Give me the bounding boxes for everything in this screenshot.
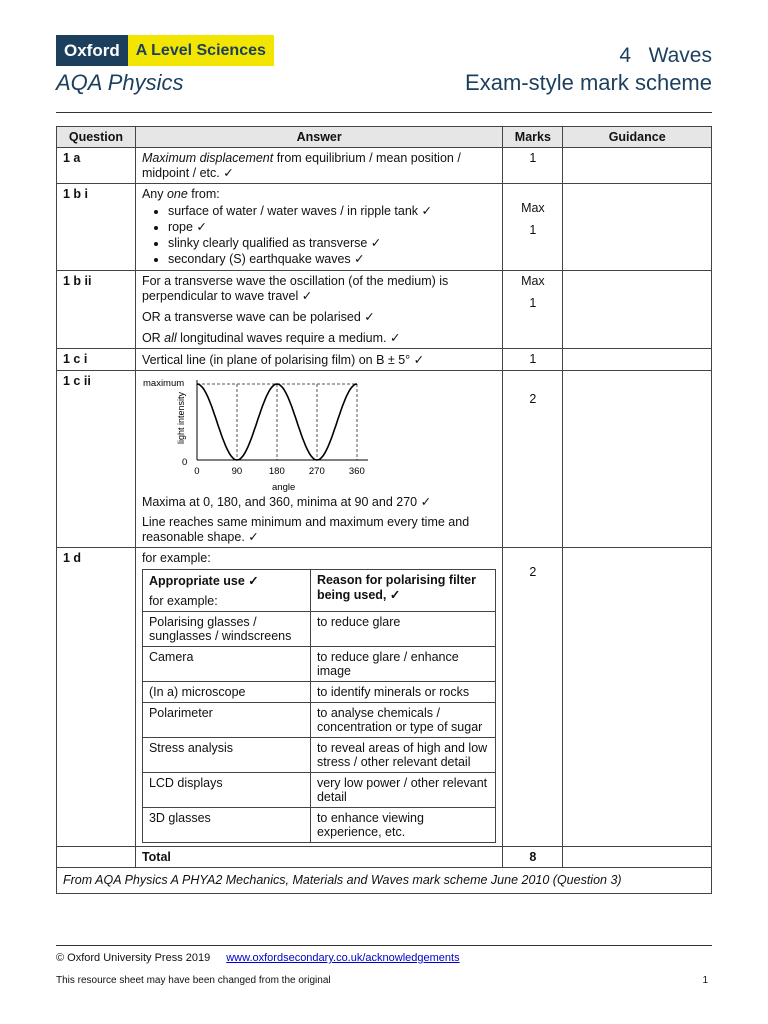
answer-line: Line reaches same minimum and maximum every time and reasonable shape. ✓ bbox=[141, 515, 470, 544]
list-item: • slinky clearly qualified as transverse ✓ bbox=[168, 235, 496, 250]
table-row bbox=[57, 371, 712, 548]
col-header-question: Question bbox=[57, 127, 136, 148]
marks-cell: 2 bbox=[503, 371, 563, 548]
guidance-cell bbox=[563, 548, 712, 847]
total-row bbox=[57, 847, 712, 868]
table-row bbox=[57, 548, 712, 847]
x-tick-label: 90 bbox=[231, 466, 243, 477]
marks-cell: 2 bbox=[503, 548, 563, 847]
answer-list bbox=[142, 203, 496, 266]
oxford-logo bbox=[56, 35, 274, 66]
list-item: • surface of water / water waves / in ripple tank ✓ bbox=[168, 203, 496, 218]
source-row bbox=[57, 868, 712, 894]
subject-title: AQA Physics bbox=[56, 70, 184, 95]
list-item: Polarising glasses / sunglasses / windscreens to reduce glare bbox=[142, 612, 495, 647]
list-item: • rope ✓ bbox=[168, 219, 496, 234]
question-number: 1 d bbox=[57, 548, 136, 847]
marks-cell: 1 bbox=[503, 148, 563, 184]
footer-divider bbox=[56, 945, 712, 946]
answer-cell bbox=[135, 371, 502, 548]
col-header-guidance: Guidance bbox=[563, 127, 712, 148]
guidance-cell bbox=[563, 349, 712, 371]
brand-name: Oxford bbox=[56, 35, 128, 66]
list-item: Camera to reduce glare / enhance image bbox=[142, 647, 495, 682]
document-title: Exam-style mark scheme bbox=[465, 70, 712, 95]
list-item: LCD displays very low power / other relevant detail bbox=[142, 773, 495, 808]
marks-cell: Max 1 bbox=[503, 184, 563, 271]
guidance-cell bbox=[563, 148, 712, 184]
guidance-cell bbox=[563, 271, 712, 349]
intensity-chart bbox=[142, 374, 382, 492]
total-label: Total bbox=[135, 847, 502, 868]
chart-guides bbox=[197, 384, 357, 460]
answer-line: Maxima at 0, 180, and 360, minima at 90 and 270 ✓ bbox=[141, 495, 432, 509]
table-row bbox=[57, 349, 712, 371]
question-number: 1 c ii bbox=[57, 371, 136, 548]
answer-cell: For a transverse wave the oscillation (of the medium) is perpendicular to wave travel ✓ OR a transverse wave can be polarised ✓ OR all longitudinal waves require a medium. ✓ bbox=[135, 271, 502, 349]
answer-cell: for example: Appropriate use ✓ for example: Reason for polarising filter being used, ✓ Polarising glasses / sunglasses / windscreens to reduce glare Camera to reduce glare / enhance image (In a) microscope to identify minerals or rocks Polarimeter to analyse chemicals / concentration or type of sugar Stress analysis to reveal areas of high and low stress / other relevant detail LCD displays very low power / other relevant detail 3D glasses to enhance viewing experience, etc. bbox=[135, 548, 502, 847]
chapter-title: 4 Waves bbox=[619, 44, 712, 67]
x-tick-label: 360 bbox=[348, 466, 365, 477]
list-item: Polarimeter to analyse chemicals / concentration or type of sugar bbox=[142, 703, 495, 738]
x-axis-label: angle bbox=[271, 482, 296, 492]
y-axis-label: light intensity bbox=[175, 391, 186, 444]
answer-cell: Maximum displacement from equilibrium / mean position / midpoint / etc. ✓ bbox=[135, 148, 502, 184]
question-number: 1 c i bbox=[57, 349, 136, 371]
x-tick-label: 0 bbox=[194, 466, 200, 477]
total-marks: 8 bbox=[503, 847, 563, 868]
table-row bbox=[57, 184, 712, 271]
table-row bbox=[57, 271, 712, 349]
guidance-cell bbox=[563, 184, 712, 271]
acknowledgements-link[interactable]: www.oxfordsecondary.co.uk/acknowledgements bbox=[226, 952, 460, 964]
table-row bbox=[57, 148, 712, 184]
answer-cell: Vertical line (in plane of polarising film) on B ± 5° ✓ bbox=[135, 349, 502, 371]
question-number: 1 b i bbox=[57, 184, 136, 271]
list-item: (In a) microscope to identify minerals or rocks bbox=[142, 682, 495, 703]
list-item: Stress analysis to reveal areas of high and low stress / other relevant detail bbox=[142, 738, 495, 773]
footer-copyright: © Oxford University Press 2019 www.oxfordsecondary.co.uk/acknowledgements bbox=[56, 952, 460, 964]
marks-cell: Max 1 bbox=[503, 271, 563, 349]
table-header-row bbox=[57, 127, 712, 148]
uses-table: Appropriate use ✓ for example: Reason for polarising filter being used, ✓ Polarising glasses / sunglasses / windscreens to reduce glare Camera to reduce glare / enhance image (In a) microscope to identify minerals or rocks Polarimeter to analyse chemicals / concentration or type of sugar Stress analysis to reveal areas of high and low stress / other relevant detail LCD displays very low power / other relevant detail 3D glasses to enhance viewing experience, etc. bbox=[142, 569, 496, 843]
guidance-cell bbox=[563, 371, 712, 548]
answer-cell: Any one from: • surface of water / water waves / in ripple tank ✓ • rope ✓ • slinky clearly qualified as transverse ✓ • secondary (S) earthquake waves ✓ bbox=[135, 184, 502, 271]
list-item: 3D glasses to enhance viewing experience, etc. bbox=[142, 808, 495, 843]
y-tick-label-max: maximum bbox=[142, 378, 185, 389]
page-number: 1 bbox=[702, 975, 708, 986]
col-header-marks: Marks bbox=[503, 127, 563, 148]
y-tick-label-zero: 0 bbox=[181, 457, 188, 468]
series-name: A Level Sciences bbox=[128, 35, 274, 66]
col-header-answer: Answer bbox=[135, 127, 502, 148]
question-number: 1 b ii bbox=[57, 271, 136, 349]
mark-scheme-table bbox=[56, 126, 712, 894]
source-note: From AQA Physics A PHYA2 Mechanics, Materials and Waves mark scheme June 2010 (Question 3) bbox=[57, 868, 712, 894]
marks-cell: 1 bbox=[503, 349, 563, 371]
footer-note: This resource sheet may have been changed from the original bbox=[56, 975, 331, 986]
x-tick-label: 270 bbox=[308, 466, 325, 477]
x-tick-labels bbox=[194, 466, 364, 477]
question-number: 1 a bbox=[57, 148, 136, 184]
list-item: • secondary (S) earthquake waves ✓ bbox=[168, 251, 496, 266]
header-divider bbox=[56, 112, 712, 113]
x-tick-label: 180 bbox=[268, 466, 285, 477]
